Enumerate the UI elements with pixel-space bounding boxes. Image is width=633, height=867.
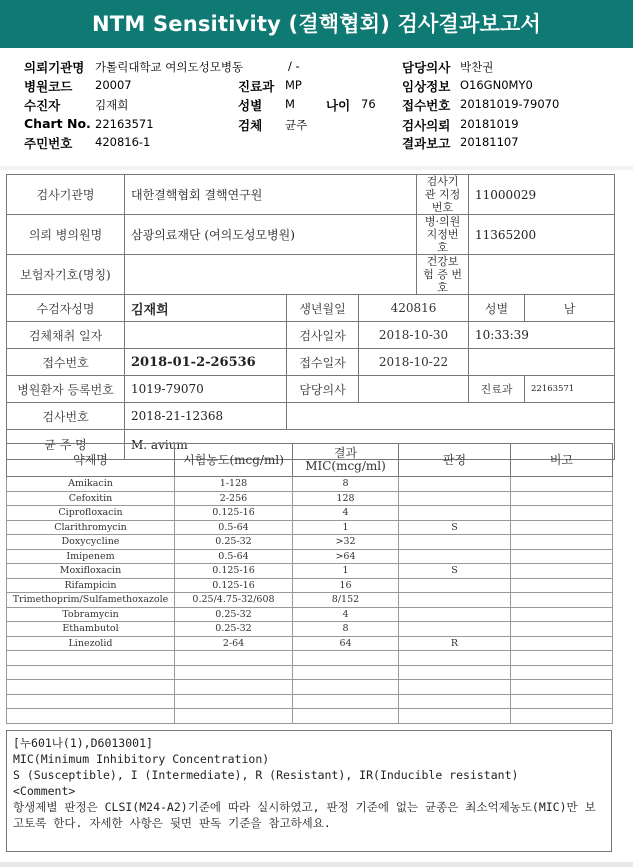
scanned-report xyxy=(0,170,633,862)
accept-date-value: 2018-10-22 xyxy=(359,349,469,376)
cell-mic: 8 xyxy=(293,622,399,637)
cell-mic: 1 xyxy=(293,520,399,535)
cell-drug xyxy=(7,665,175,680)
cell-mic: >32 xyxy=(293,535,399,550)
organism-value: M. avium xyxy=(125,430,615,460)
cell-interp xyxy=(399,593,511,608)
cell-range: 0.5-64 xyxy=(175,549,293,564)
table-row xyxy=(7,636,613,651)
sex-label: 성별 xyxy=(238,98,263,113)
test-date-label: 검사일자 xyxy=(287,322,359,349)
cell-mic xyxy=(293,709,399,724)
cell-range: 0.125-16 xyxy=(175,564,293,579)
sex-value-2: 남 xyxy=(525,295,615,322)
cell-range xyxy=(175,709,293,724)
cell-remark xyxy=(511,622,613,637)
report-header xyxy=(0,48,633,166)
test-org-label: 검사기관명 xyxy=(7,175,125,215)
hospital-no-value: 11365200 xyxy=(469,215,615,255)
cell-range: 0.5-64 xyxy=(175,520,293,535)
accept-date-label: 접수일자 xyxy=(287,349,359,376)
table-row xyxy=(7,680,613,695)
cell-remark xyxy=(511,694,613,709)
cell-mic: 16 xyxy=(293,578,399,593)
patient-info-table xyxy=(6,174,615,460)
cell-range: 0.125-16 xyxy=(175,506,293,521)
cell-remark xyxy=(511,520,613,535)
table-row xyxy=(7,491,613,506)
notes-box xyxy=(6,730,612,852)
table-row xyxy=(7,622,613,637)
cell-interp xyxy=(399,622,511,637)
clinical-label: 임상정보 xyxy=(402,79,451,94)
table-row xyxy=(7,549,613,564)
clinical-value: O16GN0MY0 xyxy=(460,78,533,92)
hospital-code-label: 병원코드 xyxy=(24,79,73,94)
cell-drug: Trimethoprim/Sulfamethoxazole xyxy=(7,593,175,608)
table-row xyxy=(7,578,613,593)
table-row xyxy=(7,506,613,521)
cell-mic xyxy=(293,651,399,666)
sensitivity-rows xyxy=(7,477,613,724)
organism-label: 균 주 명 xyxy=(7,430,125,460)
doctor-label: 담당의사 xyxy=(402,60,451,75)
dob-label: 생년월일 xyxy=(287,295,359,322)
hospital-no-label: 병·의원 지정번호 xyxy=(417,215,469,255)
cell-mic: 4 xyxy=(293,607,399,622)
cell-interp: S xyxy=(399,520,511,535)
report-date-value: 20181107 xyxy=(460,135,519,149)
requester-value: 가톨릭대학교 여의도성모병동 xyxy=(95,60,244,74)
specimen-value: 균주 xyxy=(285,118,308,132)
note-legend: S (Susceptible), I (Intermediate), R (Resistant), IR(Inducible resistant) xyxy=(13,768,519,782)
cell-drug: Doxycycline xyxy=(7,535,175,550)
cell-drug: Linezolid xyxy=(7,636,175,651)
accession-label: 접수번호 xyxy=(7,349,125,376)
doctor-label-2: 담당의사 xyxy=(287,376,359,403)
note-mic: MIC(Minimum Inhibitory Concentration) xyxy=(13,752,270,766)
cell-drug: Imipenem xyxy=(7,549,175,564)
test-request-value: 20181019 xyxy=(460,117,519,131)
cell-mic xyxy=(293,680,399,695)
cell-drug xyxy=(7,694,175,709)
report-date-label: 결과보고 xyxy=(402,136,451,151)
cell-range: 0.25-32 xyxy=(175,622,293,637)
test-org-no-value: 11000029 xyxy=(469,175,615,215)
resident-no-label: 주민번호 xyxy=(24,136,73,151)
age-value: 76 xyxy=(361,97,376,111)
test-org-no-label: 검사기관 지정번호 xyxy=(417,175,469,215)
cell-mic: 128 xyxy=(293,491,399,506)
table-row xyxy=(7,651,613,666)
cell-interp xyxy=(399,549,511,564)
cell-mic: 1 xyxy=(293,564,399,579)
cell-mic xyxy=(293,665,399,680)
cell-interp: S xyxy=(399,564,511,579)
cell-interp xyxy=(399,506,511,521)
patient-value: 김재희 xyxy=(95,98,129,112)
reg-no-label: 병원환자 등록번호 xyxy=(7,376,125,403)
cell-interp xyxy=(399,709,511,724)
note-code: [누601나(1),D6013001] xyxy=(13,736,153,750)
cell-range: 0.25-32 xyxy=(175,535,293,550)
cell-mic: >64 xyxy=(293,549,399,564)
dept-value: MP xyxy=(285,78,302,92)
cell-remark xyxy=(511,709,613,724)
table-row xyxy=(7,709,613,724)
exam-no-label: 검사번호 xyxy=(7,403,125,430)
table-row xyxy=(7,593,613,608)
req-hospital-value: 삼광의료재단 (여의도성모병원) xyxy=(125,215,417,255)
cell-remark xyxy=(511,607,613,622)
doctor-value: 박찬권 xyxy=(460,60,494,74)
cell-remark xyxy=(511,593,613,608)
cell-remark xyxy=(511,535,613,550)
cell-mic: 4 xyxy=(293,506,399,521)
cell-remark xyxy=(511,506,613,521)
receipt-no-label: 접수번호 xyxy=(402,98,451,113)
sex-value: M xyxy=(285,97,295,111)
age-label: 나이 xyxy=(326,98,351,113)
cell-mic: 64 xyxy=(293,636,399,651)
test-time-value: 10:33:39 xyxy=(469,322,615,349)
col-drug: 약제명 xyxy=(7,444,175,477)
cell-drug: Cefoxitin xyxy=(7,491,175,506)
col-remark: 비고 xyxy=(511,444,613,477)
sensitivity-table xyxy=(6,443,613,724)
accession-value: 2018-01-2-26536 xyxy=(125,349,287,376)
cell-interp xyxy=(399,651,511,666)
cell-drug: Ciprofloxacin xyxy=(7,506,175,521)
cell-drug: Amikacin xyxy=(7,477,175,492)
health-no-value xyxy=(469,255,615,295)
cell-mic: 8/152 xyxy=(293,593,399,608)
cell-interp xyxy=(399,665,511,680)
cell-remark xyxy=(511,665,613,680)
cell-interp xyxy=(399,491,511,506)
collect-date-label: 검체채취 일자 xyxy=(7,322,125,349)
cell-remark xyxy=(511,549,613,564)
cell-interp: R xyxy=(399,636,511,651)
dob-value: 420816 xyxy=(359,295,469,322)
table-row xyxy=(7,694,613,709)
cell-drug: Rifampicin xyxy=(7,578,175,593)
dept-label-2: 진료과 xyxy=(469,376,525,403)
col-interp: 판정 xyxy=(399,444,511,477)
table-row xyxy=(7,607,613,622)
exam-no-blank xyxy=(287,403,615,430)
reg-no-value: 1019-79070 xyxy=(125,376,287,403)
cell-range: 0.25/4.75-32/608 xyxy=(175,593,293,608)
dept-label: 진료과 xyxy=(238,79,275,94)
cell-range xyxy=(175,694,293,709)
report-title: NTM Sensitivity (결핵협회) 검사결과보고서 xyxy=(0,0,633,48)
patient-name-value: 김재희 xyxy=(125,295,287,322)
cell-range xyxy=(175,680,293,695)
health-no-label: 건강보험 증 번 호 xyxy=(417,255,469,295)
cell-drug: Clarithromycin xyxy=(7,520,175,535)
req-hospital-label: 의뢰 병의원명 xyxy=(7,215,125,255)
collect-date-value xyxy=(125,322,287,349)
test-org-value: 대한결핵협회 결핵연구원 xyxy=(125,175,417,215)
table-row xyxy=(7,477,613,492)
cell-drug: Tobramycin xyxy=(7,607,175,622)
cell-drug xyxy=(7,709,175,724)
chart-no-label: Chart No. xyxy=(24,116,91,131)
table-row xyxy=(7,564,613,579)
cell-interp xyxy=(399,607,511,622)
cell-interp xyxy=(399,535,511,550)
cell-drug: Ethambutol xyxy=(7,622,175,637)
cell-range: 2-256 xyxy=(175,491,293,506)
cell-range: 1-128 xyxy=(175,477,293,492)
table-row xyxy=(7,520,613,535)
exam-no-value: 2018-21-12368 xyxy=(125,403,287,430)
doctor-value-2 xyxy=(359,376,469,403)
col-mic: 결과 MIC(mcg/ml) xyxy=(293,444,399,477)
test-request-label: 검사의뢰 xyxy=(402,118,451,133)
hospital-code-value: 20007 xyxy=(95,78,132,92)
cell-drug: Moxifloxacin xyxy=(7,564,175,579)
cell-remark xyxy=(511,564,613,579)
cell-range xyxy=(175,665,293,680)
cell-interp xyxy=(399,477,511,492)
cell-remark xyxy=(511,651,613,666)
insurer-label: 보험자기호(명칭) xyxy=(7,255,125,295)
cell-mic: 8 xyxy=(293,477,399,492)
note-comment-text: 항생제별 판정은 CLSI(M24-A2)기준에 따라 실시하였고, 판정 기준에 없는 균종은 최소억제농도(MIC)만 보고토록 한다. 자세한 사항은 뒷면 판독 기준을 참고하세요. xyxy=(13,800,596,830)
cell-remark xyxy=(511,477,613,492)
cell-remark xyxy=(511,491,613,506)
page-footer xyxy=(0,862,633,867)
cell-interp xyxy=(399,694,511,709)
blank-cell xyxy=(469,349,615,376)
cell-interp xyxy=(399,578,511,593)
dept-value-2: 22163571 xyxy=(525,376,615,403)
sex-label-2: 성별 xyxy=(469,295,525,322)
specimen-label: 검체 xyxy=(238,118,263,133)
cell-drug xyxy=(7,680,175,695)
note-comment-title: <Comment> xyxy=(13,784,76,798)
cell-range: 2-64 xyxy=(175,636,293,651)
cell-drug xyxy=(7,651,175,666)
cell-range: 0.125-16 xyxy=(175,578,293,593)
cell-remark xyxy=(511,636,613,651)
cell-range xyxy=(175,651,293,666)
col-range: 시험농도(mcg/ml) xyxy=(175,444,293,477)
requester-slash: / - xyxy=(288,59,300,73)
table-row xyxy=(7,665,613,680)
patient-name-label: 수검자성명 xyxy=(7,295,125,322)
patient-label: 수진자 xyxy=(24,98,61,113)
receipt-no-value: 20181019-79070 xyxy=(460,97,560,111)
requester-label: 의뢰기관명 xyxy=(24,60,85,75)
resident-no-value: 420816-1 xyxy=(95,135,151,149)
cell-remark xyxy=(511,578,613,593)
chart-no-value: 22163571 xyxy=(95,117,154,131)
insurer-value xyxy=(125,255,417,295)
test-date-value: 2018-10-30 xyxy=(359,322,469,349)
cell-mic xyxy=(293,694,399,709)
cell-interp xyxy=(399,680,511,695)
cell-remark xyxy=(511,680,613,695)
cell-range: 0.25-32 xyxy=(175,607,293,622)
table-row xyxy=(7,535,613,550)
